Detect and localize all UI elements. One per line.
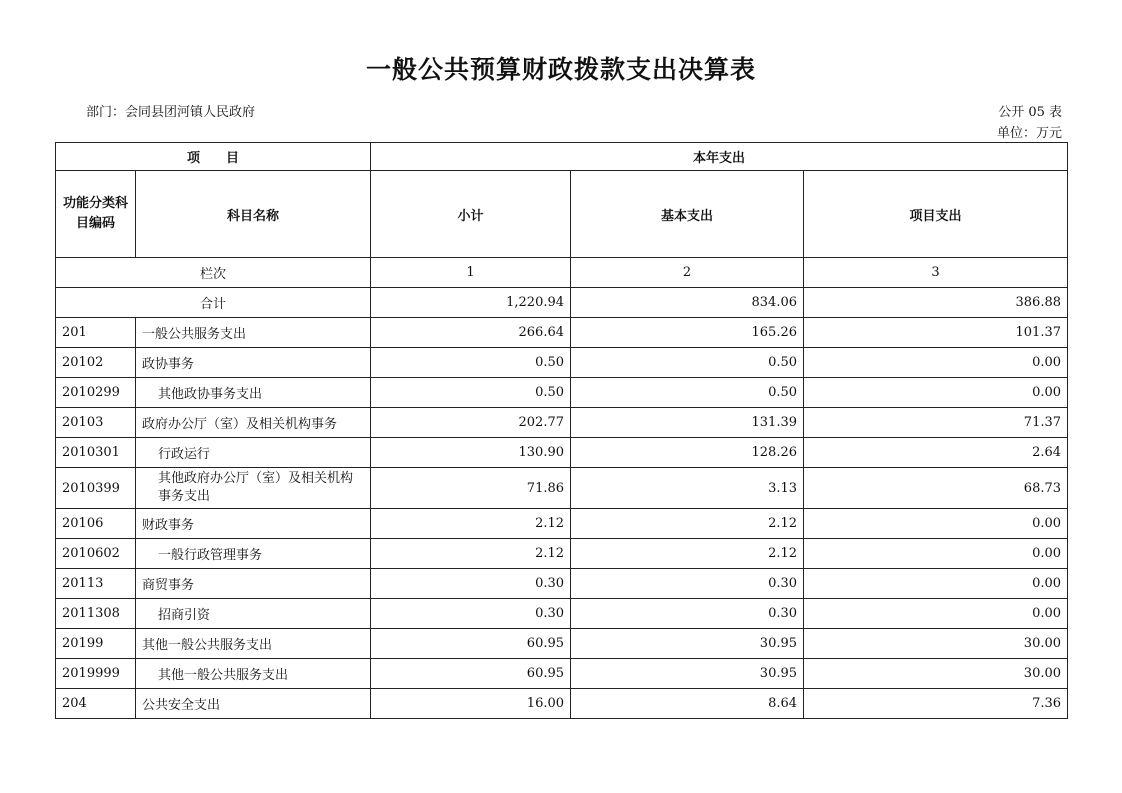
- page-title: 一般公共预算财政拨款支出决算表: [365, 55, 756, 84]
- row-code: 201: [56, 318, 136, 348]
- row-name: 招商引资: [136, 599, 371, 629]
- row-project: 30.00: [804, 659, 1068, 689]
- row-basic: 30.95: [571, 629, 804, 659]
- row-subtotal: 60.95: [371, 659, 571, 689]
- row-basic: 30.95: [571, 659, 804, 689]
- row-project: 68.73: [804, 468, 1068, 509]
- form-number: 公开 05 表: [998, 105, 1062, 120]
- row-project: 0.00: [804, 539, 1068, 569]
- header-row-2: [56, 171, 1068, 258]
- row-basic: 0.30: [571, 569, 804, 599]
- row-code: 20103: [56, 408, 136, 438]
- row-name: 商贸事务: [136, 569, 371, 599]
- row-subtotal: 2.12: [371, 509, 571, 539]
- expenditure-table: [55, 142, 1068, 719]
- table-row: [56, 378, 1068, 408]
- row-code: 20113: [56, 569, 136, 599]
- row-basic: 0.50: [571, 348, 804, 378]
- table-row: [56, 689, 1068, 719]
- row-basic: 8.64: [571, 689, 804, 719]
- row-code: 2010301: [56, 438, 136, 468]
- row-project: 0.00: [804, 599, 1068, 629]
- total-row: [56, 288, 1068, 318]
- row-basic: 131.39: [571, 408, 804, 438]
- header-basic: 基本支出: [571, 171, 804, 258]
- header-subject-name: 科目名称: [136, 171, 371, 258]
- row-code: 20102: [56, 348, 136, 378]
- column-index-row: [56, 258, 1068, 288]
- column-index-3: 3: [804, 258, 1068, 288]
- row-code: 2019999: [56, 659, 136, 689]
- row-subtotal: 16.00: [371, 689, 571, 719]
- row-name: 行政运行: [136, 438, 371, 468]
- row-subtotal: 2.12: [371, 539, 571, 569]
- row-name: 政府办公厅（室）及相关机构事务: [136, 408, 371, 438]
- row-basic: 2.12: [571, 509, 804, 539]
- table-row: [56, 438, 1068, 468]
- header-row-1: [56, 143, 1068, 171]
- table-row: [56, 348, 1068, 378]
- total-basic: 834.06: [571, 288, 804, 318]
- row-subtotal: 0.50: [371, 378, 571, 408]
- row-code: 20199: [56, 629, 136, 659]
- table-row: [56, 599, 1068, 629]
- row-name: 财政事务: [136, 509, 371, 539]
- table-row: [56, 569, 1068, 599]
- row-name: 一般公共服务支出: [136, 318, 371, 348]
- table-row: [56, 509, 1068, 539]
- table-row: [56, 408, 1068, 438]
- unit-label: 单位：万元: [996, 126, 1062, 141]
- row-project: 0.00: [804, 569, 1068, 599]
- header-item: 项 目: [56, 143, 371, 171]
- row-subtotal: 266.64: [371, 318, 571, 348]
- total-label: 合计: [56, 288, 371, 318]
- row-code: 20106: [56, 509, 136, 539]
- row-code: 2010602: [56, 539, 136, 569]
- row-name: 公共安全支出: [136, 689, 371, 719]
- row-project: 0.00: [804, 509, 1068, 539]
- row-subtotal: 130.90: [371, 438, 571, 468]
- row-basic: 2.12: [571, 539, 804, 569]
- table-row: [56, 659, 1068, 689]
- header-current-year: 本年支出: [371, 143, 1068, 171]
- header-subtotal: 小计: [371, 171, 571, 258]
- row-name: 政协事务: [136, 348, 371, 378]
- row-basic: 165.26: [571, 318, 804, 348]
- row-code: 2010299: [56, 378, 136, 408]
- row-name: 其他一般公共服务支出: [136, 659, 371, 689]
- row-code: 2010399: [56, 468, 136, 509]
- row-project: 0.00: [804, 378, 1068, 408]
- row-name: 其他政府办公厅（室）及相关机构事务支出: [136, 468, 371, 509]
- table-row: [56, 468, 1068, 509]
- row-subtotal: 0.50: [371, 348, 571, 378]
- table-row: [56, 629, 1068, 659]
- row-project: 7.36: [804, 689, 1068, 719]
- row-name: 其他政协事务支出: [136, 378, 371, 408]
- row-name: 一般行政管理事务: [136, 539, 371, 569]
- row-subtotal: 202.77: [371, 408, 571, 438]
- column-index-1: 1: [371, 258, 571, 288]
- row-code: 2011308: [56, 599, 136, 629]
- row-basic: 3.13: [571, 468, 804, 509]
- row-project: 0.00: [804, 348, 1068, 378]
- row-subtotal: 60.95: [371, 629, 571, 659]
- row-project: 101.37: [804, 318, 1068, 348]
- total-project: 386.88: [804, 288, 1068, 318]
- row-project: 30.00: [804, 629, 1068, 659]
- table-row: [56, 318, 1068, 348]
- row-basic: 0.50: [571, 378, 804, 408]
- row-subtotal: 0.30: [371, 569, 571, 599]
- row-basic: 0.30: [571, 599, 804, 629]
- row-name: 其他一般公共服务支出: [136, 629, 371, 659]
- department-label: 部门：会同县团河镇人民政府: [86, 105, 256, 120]
- table-row: [56, 539, 1068, 569]
- header-project: 项目支出: [804, 171, 1068, 258]
- row-project: 2.64: [804, 438, 1068, 468]
- row-project: 71.37: [804, 408, 1068, 438]
- header-func-code: 功能分类科目编码: [56, 171, 136, 258]
- column-index-label: 栏次: [56, 258, 371, 288]
- row-code: 204: [56, 689, 136, 719]
- row-basic: 128.26: [571, 438, 804, 468]
- column-index-2: 2: [571, 258, 804, 288]
- row-subtotal: 0.30: [371, 599, 571, 629]
- row-subtotal: 71.86: [371, 468, 571, 509]
- total-subtotal: 1,220.94: [371, 288, 571, 318]
